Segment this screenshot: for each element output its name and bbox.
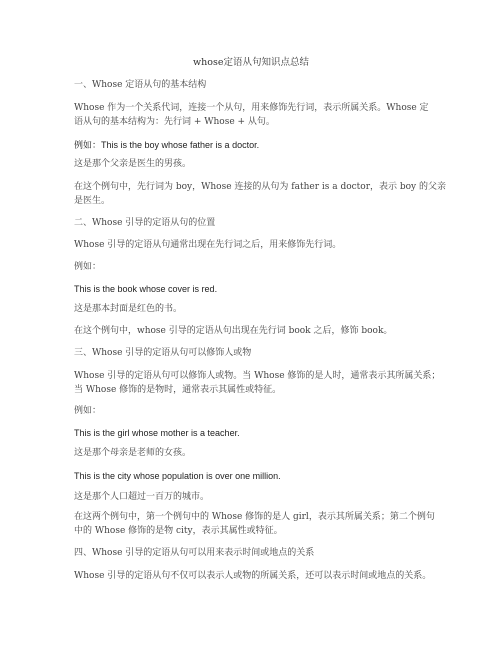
example-translation: 这是那个人口超过一百万的城市。 [74,492,210,502]
example-label: 例如： [74,262,102,272]
example-sentence: This is the girl whose mother is a teacher. [74,428,240,438]
paragraph: Whose 引导的定语从句通常出现在先行词之后，用来修饰先行词。 [74,240,342,250]
example-sentence: This is the city whose population is over one million. [74,471,281,481]
example-label: 例如： [74,406,102,416]
paragraph: 在这两个例句中，第一个例句中的 Whose 修饰的是人 girl，表示其所属关系；第二个例句 中的 Whose 修饰的是物 city，表示其属性或特征。 [74,512,435,536]
example-translation: 这是那本封面是红色的书。 [74,304,183,314]
paragraph: Whose 引导的定语从句不仅可以表示人或物的所属关系，还可以表示时间或地点的关系。 [74,571,432,581]
example-sentence: This is the book whose cover is red. [74,284,218,294]
section-heading-1: 一、Whose 定语从句的基本结构 [74,80,207,90]
paragraph: 在这个例句中，先行词为 boy，Whose 连接的从句为 father is a doctor，表示 boy 的父亲 是医生。 [74,182,446,206]
section-heading-3: 三、Whose 引导的定语从句可以修饰人或物 [74,348,252,358]
example-translation: 这是那个母亲是老师的女孩。 [74,448,192,458]
paragraph: 在这个例句中，whose 引导的定语从句出现在先行词 book 之后，修饰 book。 [74,326,393,336]
document-title: whose定语从句知识点总结 [193,57,309,68]
paragraph: Whose 作为一个关系代词，连接一个从句，用来修饰先行词，表示所属关系。Whose 定 语从句的基本结构为：先行词 + Whose + 从句。 [74,103,429,127]
example-translation: 这是那个父亲是医生的男孩。 [74,159,192,169]
example-sentence: 例如：This is the boy whose father is a doctor. [74,140,260,150]
paragraph: Whose 引导的定语从句可以修饰人或物。当 Whose 修饰的是人时，通常表示其所属关系； 当 Whose 修饰的是物时，通常表示其属性或特征。 [74,371,441,395]
section-heading-4: 四、Whose 引导的定语从句可以用来表示时间或地点的关系 [74,548,315,558]
section-heading-2: 二、Whose 引导的定语从句的位置 [74,218,216,228]
